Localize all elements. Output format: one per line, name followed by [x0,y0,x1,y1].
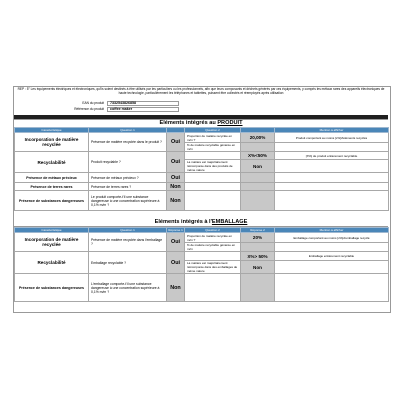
reference-field[interactable]: coffee maker [107,107,179,112]
ean-label: EAN du produit [82,101,104,105]
col-header: Mention à afficher [275,228,389,233]
question-1: Présence de terres rares ? [89,183,167,191]
produit-table [14,127,389,211]
question-2: Proportion de matière recyclée en m/m ? [185,233,241,243]
mention: Emballage entièrement recyclable [275,252,389,261]
answer-2[interactable] [241,173,275,183]
question-2: La matière est majoritairement réincorporée dans des produits de même nature [185,160,241,173]
emballage-title-prefix: Eléments intégrés à l' [154,219,212,225]
answer-1[interactable]: Oui [167,233,185,252]
answer-2[interactable]: X%> 50% [241,252,275,261]
question-2 [185,191,241,211]
table-row [15,152,389,160]
mention [275,191,389,211]
mention [275,261,389,274]
mention [275,183,389,191]
question-2: % de matière recyclable générée en m/m [185,243,241,252]
question-2: % de matière recyclable générée en m/m [185,143,241,152]
answer-2[interactable]: Non [241,261,275,274]
mention: [X%] de produit entièrement recyclable [275,152,389,160]
mention [275,143,389,152]
answer-2[interactable]: 20% [241,233,275,243]
ean-field[interactable]: 7332543826858 [107,101,179,106]
reference-label: Référence du produit [74,107,104,111]
question-1: L'emballage comporte-t'il une substance dangereuse à une concentration supérieure à 0,1% m/m ? [89,274,167,302]
produit-title-emphasis: PRODUIT [217,120,243,126]
question-2 [185,183,241,191]
row-label: Recyclabilité [15,152,89,173]
answer-1[interactable]: Non [167,191,185,211]
answer-2[interactable] [241,191,275,211]
answer-2[interactable]: Non [241,160,275,173]
col-header: Question 2 [185,128,241,133]
col-header: Question 1 [89,228,167,233]
answer-2[interactable] [241,274,275,302]
table-row [15,173,389,183]
row-label: Présence de terres rares [15,183,89,191]
question-2 [185,274,241,302]
question-1: Produit recyclable ? [89,152,167,173]
question-2: La matière est majoritairement réincorporée dans des emballages de même nature [185,261,241,274]
emballage-section-title [14,219,388,227]
mention: Emballage comportant au moins [x%]d'emballage recyclé [275,233,389,243]
col-header: Caractéristique [15,128,89,133]
col-header: Caractéristique [15,228,89,233]
mention: Produit comportant au moins [x%]d'éléments recyclés [275,133,389,143]
col-header: Question 2 [185,228,241,233]
table-row [15,274,389,302]
answer-1[interactable]: Oui [167,152,185,173]
answer-2[interactable]: 20,00% [241,133,275,143]
answer-1[interactable]: Non [167,274,185,302]
question-1: Présence de matière recyclée dans le produit ? [89,133,167,152]
product-reference-block [74,100,204,112]
row-label: Présence de métaux précieux [15,173,89,183]
mention [275,160,389,173]
answer-1[interactable]: Oui [167,133,185,152]
answer-2[interactable] [241,143,275,152]
col-header: Réponse 2 [241,228,275,233]
emballage-table [14,227,389,302]
row-label: Présence de substances dangereuses [15,274,89,302]
table-row [15,133,389,143]
question-2: Proportion de matière recyclée en m/m ? [185,133,241,143]
row-label: Incorporation de matière recyclée [15,233,89,252]
row-label: Présence de substances dangereuses [15,191,89,211]
table-row [15,233,389,243]
col-header: Mention à afficher [275,128,389,133]
question-2 [185,173,241,183]
question-2 [185,252,241,261]
answer-1[interactable]: Oui [167,173,185,183]
emballage-title-emphasis: EMBALLAGE [211,219,248,225]
rep-paragraph: REP : 5° Les équipements électriques et électroniques, qu'ils soient destinés à être utilisés par les particuliers ou les professionnels, afin que leurs composants et déchets générés par ces équipements, y compris les métaux rares des appareils électroniques de haute technologie, particulièrement les téléphones et tablettes, puissent être collectés et réemployés après utilisation [17,87,385,95]
reference-row [74,106,204,112]
question-1: Le produit comporte-t'il une substance dangereuse à une concentration supérieure à 0,1% m/m ? [89,191,167,211]
question-2 [185,152,241,160]
answer-2[interactable] [241,183,275,191]
row-label: Incorporation de matière recyclée [15,133,89,152]
answer-1[interactable]: Non [167,183,185,191]
mention [275,243,389,252]
question-1: Présence de métaux précieux ? [89,173,167,183]
answer-2[interactable] [241,243,275,252]
question-1: Emballage recyclable ? [89,252,167,274]
table-row [15,252,389,261]
mention [275,274,389,302]
answer-1[interactable]: Oui [167,252,185,274]
product-sheet-document [13,86,391,313]
mention [275,173,389,183]
produit-title-prefix: Eléments intégrés au [159,120,218,126]
answer-2[interactable]: X%<50% [241,152,275,160]
row-label: Recyclabilité [15,252,89,274]
col-header: Réponse 1 [168,228,183,232]
col-header: Question 1 [89,128,167,133]
question-1: Présence de matière recyclée dans l'emballage ? [89,233,167,252]
table-row [15,191,389,211]
table-row [15,183,389,191]
